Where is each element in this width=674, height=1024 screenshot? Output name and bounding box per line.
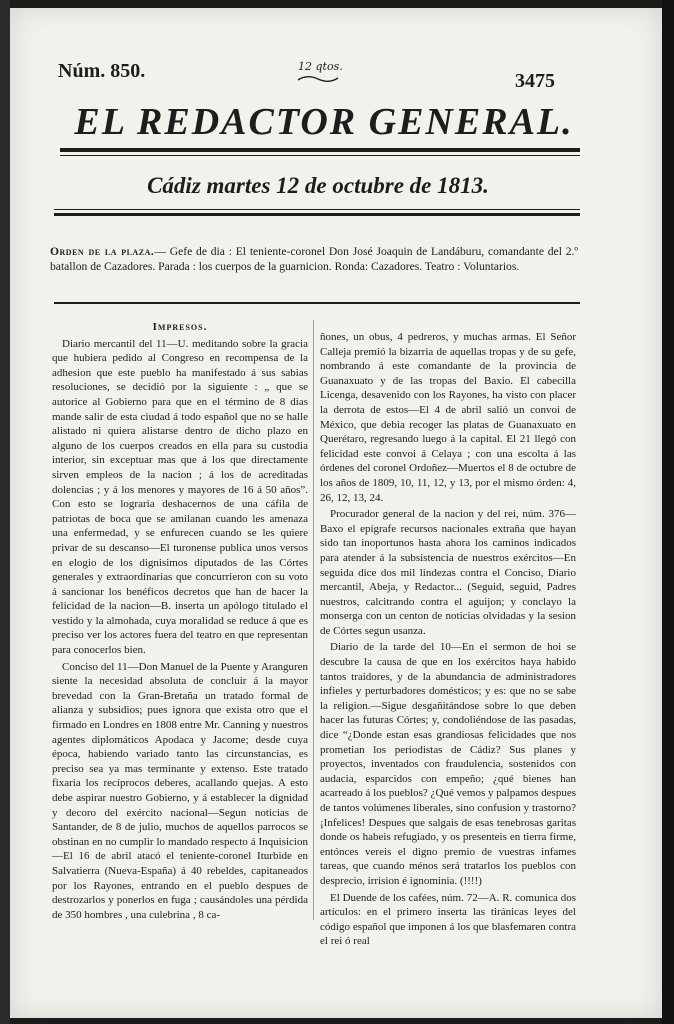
price-swash-ornament xyxy=(296,74,340,84)
column-divider xyxy=(313,320,314,920)
orden-label: Orden de la plaza. xyxy=(50,245,155,258)
article-conciso-continued: ñones, un obus, 4 pedreros, y muchas armas. El Señor Calleja premió la bizarria de aquellas tropas y de su gefe, nombrando á este comandante de la provincia de Guanaxuato y de las tropas del Baxio. El cabecilla Licenga, desavenido con los Rayones, ha visto con placer la derrota de estos—El 4 de abril salió un convoi de México, que debia recoger las platas de Guanaxuato en Querétaro, regresando luego á la capital. El 21 llegó con felicidad este convoi á Celaya ; con una escolta á las órdenes del coronel Ordoñez—Muertos el 8 de octubre de los años de 1809, 10, 11, 12, y 13, por el mismo órden: 4, 26, 12, 13, 24. xyxy=(320,331,576,504)
article-diario-mercantil: Diario mercantil del 11—U. meditando sobre la gracia que hubiera pedido al Congreso en recompensa de la adhesion que este pueblo ha manifestado á sus sabias resoluciones, se decidió por la siguiente : „ que se autorice al Gobierno para que en el término de 8 dias mande salir de esta ciudad á todo español que no se halle alistado ni quiera alistarse dentro de dicho plazo en alguno de los cuerpos creados en ella para su custodia interior, sin exceptuar mas que á los que directamente sirven empleos de la nacion ; á los de acreditadas dolencias ; y á los menores y mayores de 16 á 50 años”. Con esto se lograria deshacernos de una cáfila de patriotas de boca que se amilanan cuando les amenaza una enfermedad, y se enfurecen cuando se les quiere privar de su descanso—El turonense publica unos versos en elogio de los dignisimos diputados de las Córtes generales y extraordinarias que concurrieron con su voto á sancionar los benéficos decretos que han de hacer la felicidad de la nacion—B. inserta un apólogo titulado el vestido y la almohada, cuya moralidad se reduce á que es preciso ver los actores fuera del teatro en que representan para conocerlos bien. xyxy=(52,337,308,657)
title-rule-thin xyxy=(60,155,580,156)
dateline: Cádiz martes 12 de octubre de 1813. xyxy=(147,173,489,198)
issue-number: Núm. 850. xyxy=(58,60,146,82)
scan-left-edge xyxy=(0,0,10,1024)
section-rule xyxy=(54,302,580,304)
dateline-rule-thick xyxy=(54,213,580,216)
page-number: 3475 xyxy=(515,70,555,92)
newspaper-title: EL REDACTOR GENERAL. xyxy=(74,101,574,143)
orden-text: — Gefe de dia : El teniente-coronel Don José Joaquin de Landáburu, comandante del 2.º batallon de Cazadores. Parada : los cuerpos de la guarnicion. Ronda: Cazadores. Teatro : Voluntarios. xyxy=(50,245,579,273)
scan-right-edge xyxy=(662,0,674,1024)
title-rule-thick xyxy=(60,148,580,152)
dateline-rule-thin xyxy=(54,209,580,210)
orden-de-la-plaza xyxy=(50,244,578,274)
article-diario-de-la-tarde: Diario de la tarde del 10—En el sermon de hoi se descubre la causa de que en los exércitos haya habido tantos traidores, y de la abundancia de administradores infieles y perturbadores domésticos; y es: que no se sabe la religion.—Sigue desgañitándose sobre lo que deben hacer las futuras Córtes; y, condoliéndose de las pasadas, dice “¿Donde estan esas grandiosas felicidades que nos prometian los periodistas de Cádiz? Sus planes y proyectos, inventados con fraudulencia, sostenidos con audacia, esparcidos con empeño; ¿qué bienes han acarreado á los pueblos? ¿Qué vemos y palpamos despues de tantos volúmenes liberales, sino confusion y trastorno? ¡Infelices! Despues que salgais de esas tenebrosas garitas donde os habeis refugiado, y os presenteis en tierra firme, entónces vereis el digno premio de vuestras infames tareas, que cuando ménos será tratarlos los pueblos con desprecio, irrision é ignominia. (!!!!) xyxy=(320,641,576,887)
impresos-heading: Impresos. xyxy=(152,321,208,333)
article-conciso: Conciso del 11—Don Manuel de la Puente y Aranguren siente la necesidad absoluta de concluir á la mayor brevedad con la Gran-Bretaña un tratado formal de alianza y subsidios; pues ignora que exista otro que el firmado en Londres en 1808 entre Mr. Canning y nuestros agentes diplomáticos Apodaca y Jacome; desde cuya época, habiendo variado tanto las circunstancias, es preciso sea ya mas terminante y extenso. Este tratado fixaria los recíprocos deberes, acallando quejas. A esto debe aspirar nuestro Gobierno, y á establecer la dignidad y decoro del exército nacional—Segun noticias de Santander, de 8 de julio, muchos de aquellos parrocos se obstinan en no cumplir lo mandado respecto á Inquisicion—El 16 de abril atacó el teniente-coronel Iturbide en Salvatierra (Nueva-España) á 40 rebeldes, capitaneados por los Rayones, entrando en el pueblo despues de destrozarlos y ponerlos en fuga ; causándoles una pérdida de 350 hombres , una culebrina , 8 ca- xyxy=(52,660,308,921)
newspaper-page xyxy=(10,8,662,1018)
right-column xyxy=(320,330,576,949)
left-column xyxy=(52,320,308,922)
article-procurador-general: Procurador general de la nacion y del rei, núm. 376—Baxo el epígrafe recursos nacionales extraña que hayan sido tan inoportunos hasta ahora los caminos indicados para atender á la subsistencia de nuestros exércitos—En seguida dice dos mil lindezas contra el Conciso, Diario mercantil, Abeja, y Redactor... (Seguid, seguid, Padres nuestros, calcitrando contra el aguijon; y conclayo la monserga con un centon de noticias olvidadas y la sesion de Córtes segun usanza. xyxy=(320,508,576,637)
article-duende-de-los-cafees: El Duende de los cafées, núm. 72—A. R. comunica dos artículos: en el primero inserta las tiránicas leyes del código español que imponen á los que blasfemaren contra el rei ó real xyxy=(320,891,576,948)
price: 12 qtos. xyxy=(298,60,343,73)
